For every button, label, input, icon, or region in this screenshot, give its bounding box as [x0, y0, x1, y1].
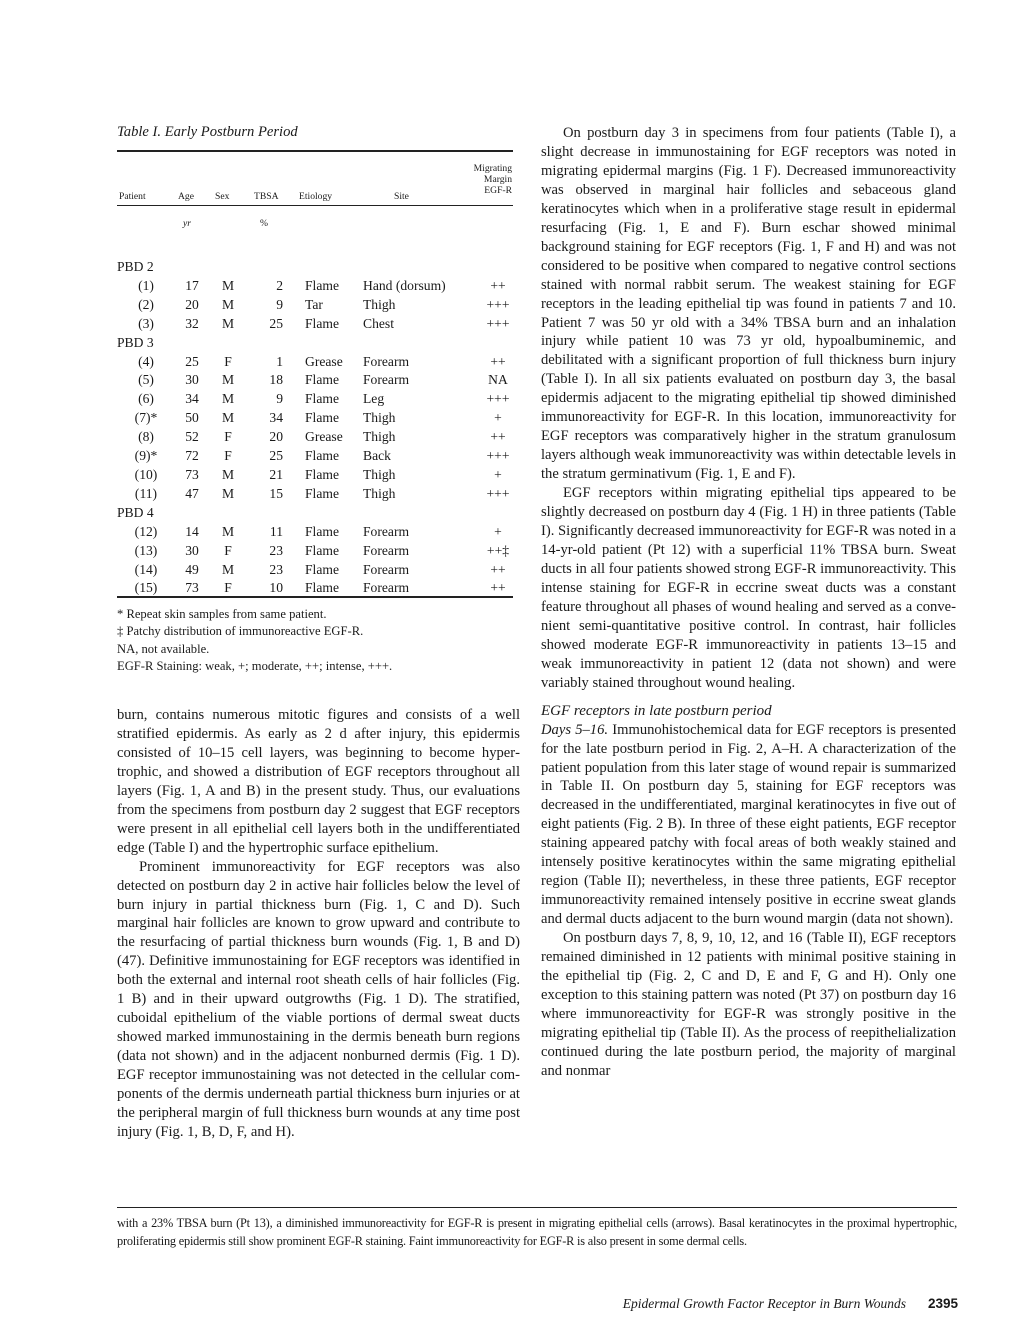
etiology-cell: Flame — [305, 391, 339, 407]
tbsa-cell: 34 — [269, 410, 283, 426]
etiology-cell: Tar — [305, 296, 323, 312]
site-cell: Forearm — [363, 561, 410, 577]
left-column-text — [117, 706, 520, 1142]
egfr-cell: ++‡ — [486, 542, 510, 558]
site-cell: Hand (dorsum) — [363, 277, 446, 293]
header-tbsa: TBSA — [254, 191, 279, 202]
tbsa-cell: 9 — [276, 296, 283, 312]
etiology-cell: Flame — [305, 410, 339, 426]
site-cell: Back — [363, 448, 391, 464]
section-lead: Days 5–16. — [541, 721, 609, 738]
caption-rule — [117, 1207, 957, 1208]
paragraph: On postburn day 3 in specimens from four patients (Table I), a slight decrease in immunostaining for EGF receptors was noted in migrating epidermal margins (Fig. 1 F). Decreased immunoreactivity was observed in marginal hair follicles and sebaceous gland keratinocytes which when in a proliferative stage result in epidermal resurfacing (Fig. 1, E and F). Burn eschar showed minimal background staining for EGF receptors (Fig. 1, F and H) and was not considered to be positive when compared to negative control sections stained with normal rabbit serum. The weakest staining for EGF receptors in the leading epithelial tip was found in patients 7 and 10. Patient 7 was 50 yr old with a 34% TBSA burn and an inhalation injury while patient 10 was 73 yr old, hypoalbuminemic, and debilitated with a significant proportion of full thickness burn injury (Table I). In all six patients evaluated on postburn day 3, the basal epidermis adjacent to the migrating epithelial tip showed diminished immunoreactivity for EGF-R. In this location, immunoreactivity for EGF receptors was comparatively higher in the stratum granulosum layers although weak immunoreactivity was within detectable levels in the stratum germinativum (Fig. 1, E and F). — [541, 125, 956, 483]
egfr-cell: + — [494, 410, 502, 426]
group-label: PBD 3 — [117, 334, 154, 350]
table-row — [117, 390, 513, 409]
group-label: PBD 2 — [117, 259, 154, 274]
table-title: Table I. Early Postburn Period — [117, 124, 298, 140]
egfr-cell: +++ — [486, 485, 510, 501]
egfr-cell: +++ — [486, 315, 510, 331]
age-cell: 30 — [185, 542, 199, 558]
running-title: Epidermal Growth Factor Receptor in Burn Wounds — [622, 1296, 906, 1311]
etiology-cell: Flame — [305, 448, 339, 464]
page-number: 2395 — [927, 1296, 958, 1311]
patient-cell: (6) — [138, 391, 154, 407]
table-row — [117, 561, 513, 580]
patient-cell: (1) — [138, 277, 154, 293]
tbsa-cell: 25 — [269, 315, 283, 331]
age-cell: 17 — [185, 277, 199, 293]
patient-cell: (5) — [138, 372, 154, 388]
footnote: * Repeat skin samples from same patient. — [117, 607, 327, 621]
right-column-text — [541, 124, 956, 1081]
site-cell: Thigh — [363, 296, 396, 312]
table-row — [117, 466, 513, 485]
table-row — [117, 409, 513, 428]
sex-cell: M — [221, 485, 235, 501]
egfr-cell: ++ — [490, 580, 506, 596]
sex-cell: M — [221, 277, 235, 293]
paragraph: Prominent immunoreactivity for EGF receptors was also detected on postburn day 2 in active hair follicles below the level of burn injury in partial thickness burn (Fig. 1, C and D). Such marginal hair follicles are known to grow upward and contribute to the resurfacing of partial thickness burn wounds (Fig. 1, B and D) (47). Definitive immunostaining for EGF receptors was identified in both the external and internal root sheath cells of hair follicles (Fig. 1 B) and in their upward outgrowths (Fig. 1 D). The stratified, cuboidal epithelium of the viable portions of dermal sweat ducts showed marked immunostaining in the dermis beneath burn regions (data not shown) and in the adjacent nonburned dermis (Fig. 1 D). EGF receptor immunostaining was not detected in the cellular components of the dermis underneath partial thickness burn injuries or at the peripheral margin of full thickness burn wounds at any time post injury (Fig. 1, B, D, F, and H). — [117, 858, 520, 1140]
tbsa-cell: 20 — [269, 429, 283, 445]
site-cell: Forearm — [363, 542, 410, 558]
table-row — [117, 447, 513, 466]
age-cell: 50 — [185, 410, 199, 426]
sex-cell: M — [221, 391, 235, 407]
egfr-cell: +++ — [486, 296, 510, 312]
table-header-rule — [117, 205, 513, 206]
table-row — [117, 485, 513, 504]
unit-tbsa: % — [260, 218, 268, 229]
etiology-cell: Flame — [305, 485, 339, 501]
table-row — [117, 296, 513, 315]
sex-cell: M — [221, 296, 235, 312]
paragraph: burn, contains numerous mitotic figures and consists of a well stratified epidermis. As early as 2 d after injury, this epidermis consisted of 10–15 cell layers, was beginning to become hypertrophic, and showed a distribution of EGF receptors throughout all layers (Fig. 1, A and B) in the present study. Thus, our evaluations from the specimens from postburn day 2 suggest that EGF receptors were present in all epithelial cell layers both in the undifferentiated edge (Table I) and the hypertrophic surface epithelium. — [117, 707, 520, 856]
page-footer — [623, 1296, 958, 1312]
etiology-cell: Flame — [305, 561, 339, 577]
tbsa-cell: 10 — [269, 580, 283, 596]
unit-age: yr — [183, 218, 191, 229]
sex-cell: F — [224, 448, 232, 464]
group-row — [117, 334, 513, 353]
egfr-cell: ++ — [490, 429, 506, 445]
age-cell: 73 — [185, 580, 199, 596]
header-site: Site — [394, 191, 409, 202]
age-cell: 32 — [185, 315, 199, 331]
table-row — [117, 371, 513, 390]
age-cell: 30 — [185, 372, 199, 388]
age-cell: 47 — [185, 485, 199, 501]
table-row — [117, 542, 513, 561]
patient-cell: (13) — [134, 542, 158, 558]
egfr-cell: +++ — [486, 391, 510, 407]
egfr-cell: ++ — [490, 277, 506, 293]
egfr-cell: NA — [488, 372, 508, 388]
age-cell: 49 — [185, 561, 199, 577]
patient-cell: (8) — [138, 429, 154, 445]
patient-cell: (9)* — [134, 448, 158, 464]
sex-cell: M — [221, 466, 235, 482]
data-table — [117, 258, 513, 598]
tbsa-cell: 18 — [269, 372, 283, 388]
group-row — [117, 258, 513, 277]
etiology-cell: Flame — [305, 542, 339, 558]
table-row — [117, 428, 513, 447]
site-cell: Thigh — [363, 429, 396, 445]
tbsa-cell: 9 — [276, 391, 283, 407]
age-cell: 25 — [185, 353, 199, 369]
age-cell: 72 — [185, 448, 199, 464]
header-egfr — [462, 163, 512, 196]
site-cell: Thigh — [363, 410, 396, 426]
egfr-cell: + — [494, 466, 502, 482]
site-cell: Forearm — [363, 523, 410, 539]
tbsa-cell: 15 — [269, 485, 283, 501]
sex-cell: M — [221, 523, 235, 539]
etiology-cell: Flame — [305, 372, 339, 388]
tbsa-cell: 2 — [276, 277, 283, 293]
sex-cell: F — [224, 429, 232, 445]
paragraph: EGF receptors within migrating epithelial tips appeared to be slightly decreased on postburn day 4 (Fig. 1 H) in three patients (Table I). Significantly decreased immunoreactivity for EGF-R was noted in a 14-yr-old patient (Pt 12) with a superficial 11% TBSA burn. Sweat ducts in all four patients showed strong EGF-R immunoreactivity. This intense staining for EGF-R in eccrine sweat ducts was a constant feature throughout all phases of wound healing and served as a convenient semi-quantitative positive control. In contrast, hair follicles showed moderate EGF-R immunoreactivity in patients 13–15 and weak immunoreactivity in patient 12 (data not shown) and were variably stained throughout wound healing. — [541, 485, 956, 691]
group-label: PBD 4 — [117, 504, 154, 520]
paragraph — [541, 721, 956, 929]
table-bottom-rule — [117, 596, 513, 598]
table-row — [117, 523, 513, 542]
patient-cell: (4) — [138, 353, 154, 369]
patient-cell: (10) — [134, 466, 158, 482]
site-cell: Leg — [363, 391, 385, 407]
etiology-cell: Grease — [305, 429, 343, 445]
site-cell: Thigh — [363, 485, 396, 501]
header-age: Age — [178, 191, 194, 202]
etiology-cell: Flame — [305, 523, 339, 539]
egfr-cell: +++ — [486, 448, 510, 464]
sex-cell: M — [221, 410, 235, 426]
section-heading: EGF receptors in late postburn period — [541, 702, 772, 719]
patient-cell: (11) — [134, 485, 158, 501]
tbsa-cell: 21 — [269, 466, 283, 482]
tbsa-cell: 11 — [269, 523, 283, 539]
header-etiology: Etiology — [299, 191, 333, 202]
sex-cell: M — [221, 372, 235, 388]
table-row — [117, 277, 513, 296]
site-cell: Chest — [363, 315, 394, 331]
paragraph-text: Immunohistochemical data for EGF receptors is presented for the late postburn period in Fig. 2, A–H. A characterization of the patient population from this later stage of wound repair is summarized in Table II. On postburn day 5, staining for EGF receptors was decreased in the undifferentiated, marginal keratinocytes in five out of eight patients (Fig. 2 B). In three of these eight patients, EGF receptor staining appeared patchy with focal areas of both weakly stained and intensely positive keratinocytes within the same migrating epithelial region (Table II); nevertheless, in these three patients, EGF receptor immunoreactivity remained intensely positive in eccrine sweat glands and dermal ducts adjacent to the burn wound margin (data not shown). — [541, 721, 956, 928]
sex-cell: F — [224, 353, 232, 369]
header-egfr-line: Margin — [483, 174, 512, 185]
age-cell: 14 — [185, 523, 199, 539]
age-cell: 20 — [185, 296, 199, 312]
age-cell: 73 — [185, 466, 199, 482]
sex-cell: M — [221, 561, 235, 577]
site-cell: Forearm — [363, 580, 410, 596]
age-cell: 34 — [185, 391, 199, 407]
table-top-rule — [117, 150, 513, 152]
age-cell: 52 — [185, 429, 199, 445]
table-row — [117, 353, 513, 372]
tbsa-cell: 1 — [276, 353, 283, 369]
figure-caption: with a 23% TBSA burn (Pt 13), a diminished immunoreactivity for EGF-R is present in migrating epithelial cells (arrows). Basal keratinocytes in the proximal hypertrophic, proliferating epidermis still show prominent EGF-R staining. Faint immunoreactivity for EGF-R is also present in some dermal cells. — [117, 1216, 957, 1248]
table-row — [117, 315, 513, 334]
patient-cell: (7)* — [134, 410, 158, 426]
header-egfr-line: EGF-R — [484, 185, 512, 196]
etiology-cell: Flame — [305, 277, 339, 293]
sex-cell: F — [224, 580, 232, 596]
patient-cell: (2) — [138, 296, 154, 312]
patient-cell: (14) — [134, 561, 158, 577]
site-cell: Forearm — [363, 353, 410, 369]
header-patient: Patient — [119, 191, 146, 202]
tbsa-cell: 23 — [269, 561, 283, 577]
footnote: NA, not available. — [117, 641, 210, 656]
footnote: EGF-R Staining: weak, +; moderate, ++; intense, +++. — [117, 658, 393, 673]
patient-cell: (15) — [134, 580, 158, 596]
etiology-cell: Flame — [305, 315, 339, 331]
etiology-cell: Grease — [305, 353, 343, 369]
sex-cell: M — [221, 315, 235, 331]
patient-cell: (12) — [134, 523, 158, 539]
site-cell: Forearm — [363, 372, 410, 388]
header-egfr-line: Migrating — [473, 163, 512, 174]
patient-cell: (3) — [138, 315, 154, 331]
paragraph: On postburn days 7, 8, 9, 10, 12, and 16 (Table II), EGF receptors remained diminished in 12 patients with minimal positive staining in the epithelial tip (Fig. 2, C and D, E and F, G and H). Only one exception to this staining pattern was noted (Pt 37) on postburn day 16 where immunoreactivity for EGF-R was strongly positive in the migrating epithelial tip (Table II). As the process of reepithelialization continued during the late postburn period, the majority of marginal and nonmar — [541, 930, 956, 1079]
sex-cell: F — [224, 542, 232, 558]
egfr-cell: + — [494, 523, 502, 539]
site-cell: Thigh — [363, 466, 396, 482]
etiology-cell: Flame — [305, 580, 339, 596]
footnote: ‡ Patchy distribution of immunoreactive EGF-R. — [117, 624, 364, 639]
tbsa-cell: 23 — [269, 542, 283, 558]
group-row — [117, 504, 513, 523]
egfr-cell: ++ — [490, 353, 506, 369]
etiology-cell: Flame — [305, 466, 339, 482]
header-sex: Sex — [215, 191, 230, 202]
egfr-cell: ++ — [490, 561, 506, 577]
tbsa-cell: 25 — [269, 448, 283, 464]
